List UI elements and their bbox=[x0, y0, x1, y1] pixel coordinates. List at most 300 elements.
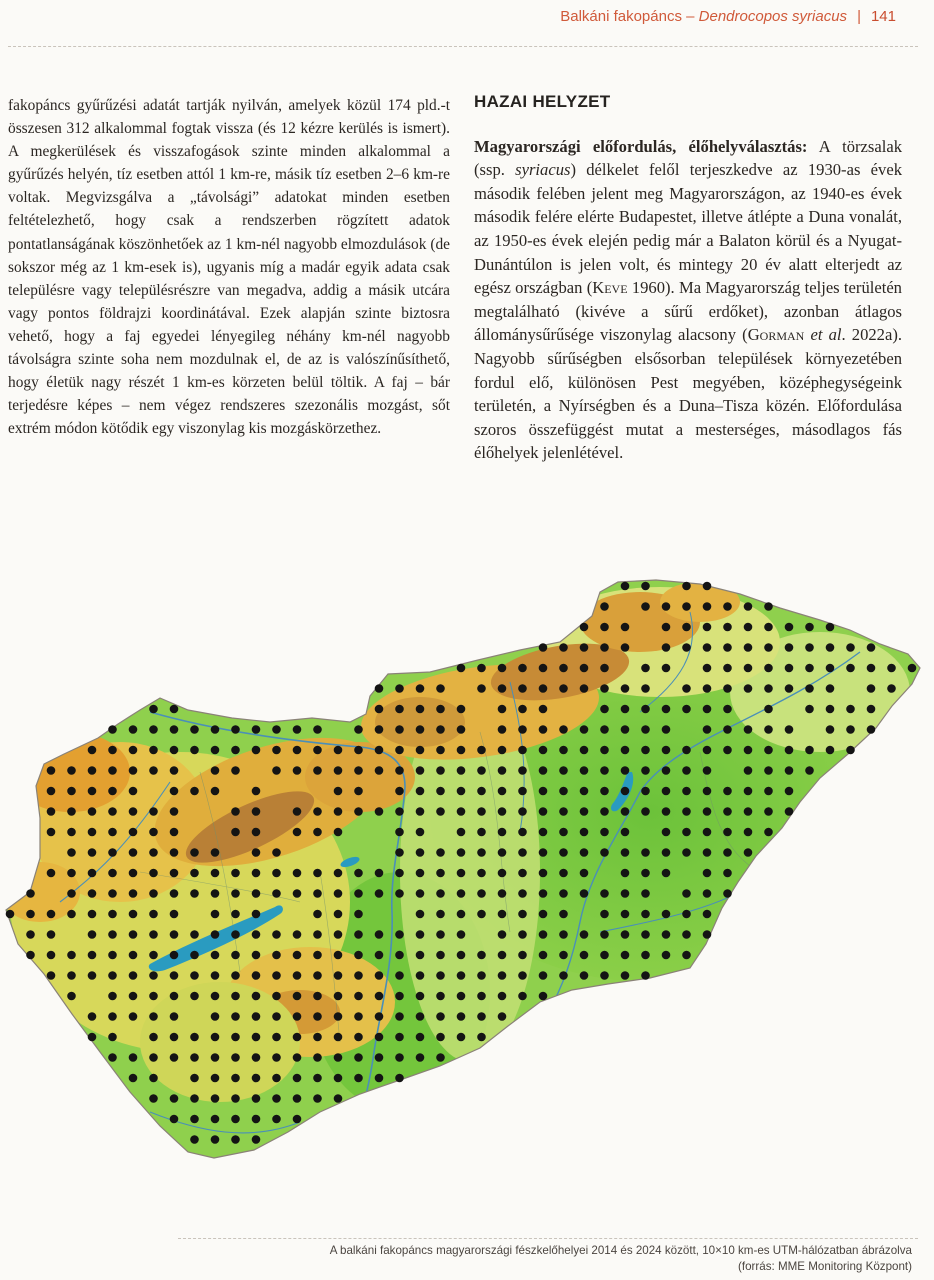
breeding-dot bbox=[600, 889, 609, 898]
breeding-dot bbox=[539, 889, 548, 898]
breeding-dot bbox=[170, 992, 179, 1001]
breeding-dot bbox=[293, 1033, 302, 1042]
breeding-dot bbox=[211, 725, 220, 734]
breeding-dot bbox=[190, 1074, 199, 1083]
breeding-dot bbox=[149, 1053, 158, 1062]
breeding-dot bbox=[436, 930, 445, 939]
breeding-dot bbox=[600, 746, 609, 755]
breeding-dot bbox=[764, 766, 773, 775]
breeding-dot bbox=[170, 1094, 179, 1103]
breeding-dot bbox=[641, 951, 650, 960]
breeding-dot bbox=[231, 1135, 240, 1144]
breeding-dot bbox=[375, 705, 384, 714]
breeding-dot bbox=[641, 746, 650, 755]
breeding-dot bbox=[559, 971, 568, 980]
breeding-dot bbox=[252, 1074, 261, 1083]
breeding-dot bbox=[703, 664, 712, 673]
breeding-dot bbox=[518, 787, 527, 796]
breeding-dot bbox=[477, 684, 486, 693]
breeding-dot bbox=[67, 951, 76, 960]
breeding-dot bbox=[149, 1094, 158, 1103]
breeding-dot bbox=[67, 828, 76, 837]
citation-gorman: Gorman bbox=[747, 325, 805, 345]
breeding-dot bbox=[559, 766, 568, 775]
breeding-dot bbox=[846, 725, 855, 734]
breeding-dot bbox=[211, 1115, 220, 1124]
header-separator: | bbox=[857, 7, 861, 25]
breeding-dot bbox=[723, 848, 732, 857]
breeding-dot bbox=[190, 1053, 199, 1062]
running-header bbox=[560, 6, 896, 26]
breeding-dot bbox=[703, 602, 712, 611]
breeding-dot bbox=[231, 1094, 240, 1103]
breeding-dot bbox=[170, 746, 179, 755]
breeding-dot bbox=[88, 787, 97, 796]
breeding-dot bbox=[231, 1053, 240, 1062]
breeding-dot bbox=[190, 992, 199, 1001]
breeding-dot bbox=[703, 643, 712, 652]
breeding-dot bbox=[580, 889, 589, 898]
breeding-dot bbox=[416, 992, 425, 1001]
breeding-dot bbox=[826, 684, 835, 693]
breeding-dot bbox=[231, 725, 240, 734]
breeding-dot bbox=[252, 1053, 261, 1062]
breeding-dot bbox=[457, 1012, 466, 1021]
breeding-dot bbox=[334, 1053, 343, 1062]
breeding-dot bbox=[211, 848, 220, 857]
breeding-dot bbox=[744, 664, 753, 673]
breeding-dot bbox=[88, 746, 97, 755]
breeding-dot bbox=[190, 971, 199, 980]
breeding-dot bbox=[47, 807, 56, 816]
breeding-dot bbox=[170, 848, 179, 857]
breeding-dot bbox=[457, 930, 466, 939]
breeding-dot bbox=[313, 766, 322, 775]
breeding-dot bbox=[744, 623, 753, 632]
breeding-dot bbox=[211, 1094, 220, 1103]
breeding-dot bbox=[457, 828, 466, 837]
breeding-dot bbox=[559, 664, 568, 673]
breeding-dot bbox=[867, 643, 876, 652]
breeding-dot bbox=[457, 664, 466, 673]
breeding-dot bbox=[395, 1074, 404, 1083]
breeding-dot bbox=[313, 725, 322, 734]
breeding-dot bbox=[436, 910, 445, 919]
breeding-dot bbox=[682, 807, 691, 816]
breeding-dot bbox=[703, 766, 712, 775]
breeding-dot bbox=[375, 1053, 384, 1062]
breeding-dot bbox=[88, 869, 97, 878]
breeding-dot bbox=[703, 889, 712, 898]
breeding-dot bbox=[416, 705, 425, 714]
breeding-dot bbox=[703, 828, 712, 837]
breeding-dot bbox=[662, 910, 671, 919]
breeding-dot bbox=[621, 787, 630, 796]
breeding-dot bbox=[477, 971, 486, 980]
breeding-dot bbox=[334, 869, 343, 878]
text-part-3: 1960). Ma Magyarország teljes területén megtalálható (kivéve a sűrű erdőket), azonban átlagos állománysűrűsége viszonylag alacsony ( bbox=[474, 278, 902, 345]
breeding-dot bbox=[498, 684, 507, 693]
breeding-dot bbox=[682, 910, 691, 919]
breeding-dot bbox=[211, 1053, 220, 1062]
breeding-dot bbox=[580, 930, 589, 939]
breeding-dot bbox=[170, 1012, 179, 1021]
breeding-dot bbox=[498, 766, 507, 775]
breeding-dot bbox=[170, 807, 179, 816]
breeding-dot bbox=[580, 664, 589, 673]
breeding-dot bbox=[272, 1115, 281, 1124]
breeding-dot bbox=[252, 992, 261, 1001]
breeding-dot bbox=[293, 1094, 302, 1103]
breeding-dot bbox=[805, 705, 814, 714]
breeding-dot bbox=[723, 623, 732, 632]
breeding-dot bbox=[149, 1033, 158, 1042]
breeding-dot bbox=[887, 664, 896, 673]
breeding-dot bbox=[580, 787, 589, 796]
breeding-dot bbox=[457, 766, 466, 775]
breeding-dot bbox=[723, 807, 732, 816]
breeding-dot bbox=[436, 971, 445, 980]
breeding-dot bbox=[477, 807, 486, 816]
breeding-dot bbox=[272, 746, 281, 755]
breeding-dot bbox=[600, 684, 609, 693]
breeding-dot bbox=[682, 828, 691, 837]
breeding-dot bbox=[662, 807, 671, 816]
breeding-dot bbox=[313, 971, 322, 980]
breeding-dot bbox=[723, 828, 732, 837]
breeding-dot bbox=[703, 705, 712, 714]
breeding-dot bbox=[170, 766, 179, 775]
breeding-dot bbox=[703, 746, 712, 755]
breeding-dot bbox=[334, 828, 343, 837]
breeding-dot bbox=[47, 971, 56, 980]
breeding-dot bbox=[149, 848, 158, 857]
breeding-dot bbox=[846, 705, 855, 714]
breeding-dot bbox=[539, 992, 548, 1001]
breeding-dot bbox=[498, 1012, 507, 1021]
breeding-dot bbox=[354, 951, 363, 960]
breeding-dot bbox=[477, 951, 486, 960]
breeding-dot bbox=[682, 623, 691, 632]
caption-rule bbox=[178, 1238, 918, 1239]
breeding-dot bbox=[518, 910, 527, 919]
breeding-dot bbox=[313, 807, 322, 816]
breeding-dot bbox=[231, 910, 240, 919]
breeding-dot bbox=[662, 664, 671, 673]
breeding-dot bbox=[703, 623, 712, 632]
breeding-dot bbox=[887, 684, 896, 693]
breeding-dot bbox=[662, 705, 671, 714]
breeding-dot bbox=[272, 766, 281, 775]
breeding-dot bbox=[231, 1012, 240, 1021]
breeding-dot bbox=[764, 725, 773, 734]
breeding-dot bbox=[334, 930, 343, 939]
breeding-dot bbox=[518, 971, 527, 980]
breeding-dot bbox=[805, 684, 814, 693]
breeding-dot bbox=[744, 766, 753, 775]
breeding-dot bbox=[600, 664, 609, 673]
breeding-dot bbox=[416, 1012, 425, 1021]
breeding-dot bbox=[170, 971, 179, 980]
breeding-dot bbox=[662, 848, 671, 857]
breeding-dot bbox=[518, 684, 527, 693]
breeding-dot bbox=[395, 1033, 404, 1042]
breeding-dot bbox=[764, 705, 773, 714]
breeding-dot bbox=[867, 705, 876, 714]
breeding-dot bbox=[641, 910, 650, 919]
breeding-dot bbox=[436, 807, 445, 816]
breeding-dot bbox=[600, 807, 609, 816]
breeding-dot bbox=[149, 746, 158, 755]
breeding-dot bbox=[436, 746, 445, 755]
breeding-dot bbox=[498, 951, 507, 960]
breeding-dot bbox=[498, 725, 507, 734]
breeding-dot bbox=[436, 1033, 445, 1042]
breeding-dot bbox=[580, 807, 589, 816]
breeding-dot bbox=[272, 951, 281, 960]
breeding-dot bbox=[457, 725, 466, 734]
breeding-dot bbox=[190, 930, 199, 939]
breeding-dot bbox=[416, 951, 425, 960]
breeding-dot bbox=[252, 1115, 261, 1124]
breeding-dot bbox=[375, 766, 384, 775]
breeding-dot bbox=[723, 705, 732, 714]
breeding-dot bbox=[580, 746, 589, 755]
left-paragraph: fakopáncs gyűrűzési adatát tartják nyilván, amelyek közül 174 pld.-t összesen 312 alkalommal fogtak vissza (és 12 kézre kerülés is ismert). A megkerülések és visszafogások szinte minden alkalommal a gyűrűzés helyén, tíz esetben attól 1 km-re, másik tíz esetben 2–6 km-re voltak. Megvizsgálva a „távolsági” adatokat minden esetben feltételezhető, hogy csak a rendszerben rögzített adatok pontatlanságának köszönhetőek az 1 km-nél nagyobb elmozdulások (de sokszor még az 1 km-esek is), ugyanis míg a madár egyik adata csak településre vagy településrészre van megadva, addig a másik utcára vagy pontos földrajzi koordinátával. Ezek alapján szinte biztosra vehető, hogy a faj egyedei lényegileg néhány km-nél nagyobb távolságra szinte soha nem mozdulnak el, de az is valószínűsíthető, hogy életük nagy részét 1 km-es körzeten belül töltik. A faj – bár terjedésre képes – nem végez rendszeres szezonális mozgást, sőt extrém módon kötődik egy viszonylag kis mozgáskörzethez. bbox=[8, 97, 450, 438]
breeding-dot bbox=[498, 971, 507, 980]
breeding-dot bbox=[498, 807, 507, 816]
breeding-dot bbox=[621, 582, 630, 591]
breeding-dot bbox=[580, 951, 589, 960]
breeding-dot bbox=[600, 602, 609, 611]
breeding-dot bbox=[662, 930, 671, 939]
breeding-dot bbox=[252, 1012, 261, 1021]
breeding-dot bbox=[129, 746, 138, 755]
breeding-dot bbox=[436, 705, 445, 714]
breeding-dot bbox=[559, 787, 568, 796]
breeding-dot bbox=[539, 705, 548, 714]
breeding-dot bbox=[744, 787, 753, 796]
breeding-dot bbox=[108, 848, 117, 857]
breeding-dot bbox=[313, 951, 322, 960]
breeding-dot bbox=[703, 848, 712, 857]
breeding-dot bbox=[88, 766, 97, 775]
breeding-dot bbox=[600, 828, 609, 837]
breeding-dot bbox=[785, 746, 794, 755]
breeding-dot bbox=[723, 602, 732, 611]
breeding-dot bbox=[129, 848, 138, 857]
breeding-dot bbox=[108, 869, 117, 878]
breeding-dot bbox=[67, 787, 76, 796]
breeding-dot bbox=[518, 869, 527, 878]
breeding-dot bbox=[354, 992, 363, 1001]
breeding-dot bbox=[252, 828, 261, 837]
breeding-dot bbox=[170, 889, 179, 898]
breeding-dot bbox=[846, 643, 855, 652]
breeding-dot bbox=[313, 889, 322, 898]
breeding-dot bbox=[47, 787, 56, 796]
breeding-dot bbox=[293, 725, 302, 734]
breeding-dot bbox=[190, 725, 199, 734]
breeding-dot bbox=[129, 828, 138, 837]
breeding-dot bbox=[375, 1012, 384, 1021]
breeding-dot bbox=[231, 869, 240, 878]
breeding-dot bbox=[334, 1012, 343, 1021]
breeding-dot bbox=[457, 787, 466, 796]
breeding-dot bbox=[436, 848, 445, 857]
breeding-dot bbox=[436, 787, 445, 796]
breeding-dot bbox=[108, 910, 117, 919]
section-title: HAZAI HELYZET bbox=[474, 92, 611, 111]
text-part-2: ) délkelet felől terjeszkedve az 1930-as évek második felében jelent meg Magyarországon, az 1940-es évek második felére elérte Budapestet, illetve átlépte a Duna vonalát, az 1950-es évek elején pedig már a Balaton körül és a Nyugat-Dunántúlon is jelen volt, és mintegy 20 év alatt elterjedt az egész országban ( bbox=[474, 160, 902, 298]
breeding-dot bbox=[334, 1094, 343, 1103]
breeding-dot bbox=[518, 725, 527, 734]
breeding-dot bbox=[108, 930, 117, 939]
breeding-dot bbox=[436, 1012, 445, 1021]
breeding-dot bbox=[67, 992, 76, 1001]
breeding-dot bbox=[67, 971, 76, 980]
breeding-dot bbox=[600, 848, 609, 857]
breeding-dot bbox=[170, 869, 179, 878]
breeding-dot bbox=[744, 684, 753, 693]
breeding-dot bbox=[231, 889, 240, 898]
breeding-dot bbox=[108, 828, 117, 837]
breeding-dot bbox=[252, 725, 261, 734]
breeding-dot bbox=[477, 1033, 486, 1042]
breeding-dot bbox=[129, 910, 138, 919]
running-title-latin: Dendrocopos syriacus bbox=[698, 7, 848, 25]
breeding-dot bbox=[293, 1074, 302, 1083]
breeding-dot bbox=[682, 684, 691, 693]
breeding-dot bbox=[354, 889, 363, 898]
breeding-dot bbox=[129, 930, 138, 939]
breeding-dot bbox=[518, 951, 527, 960]
breeding-dot bbox=[559, 889, 568, 898]
breeding-dot bbox=[252, 1135, 261, 1144]
breeding-dot bbox=[477, 889, 486, 898]
breeding-dot bbox=[293, 951, 302, 960]
breeding-dot bbox=[477, 746, 486, 755]
breeding-dot bbox=[457, 992, 466, 1001]
breeding-dot bbox=[744, 746, 753, 755]
breeding-dot bbox=[457, 807, 466, 816]
breeding-dot bbox=[600, 951, 609, 960]
breeding-dot bbox=[149, 910, 158, 919]
breeding-dot bbox=[826, 643, 835, 652]
breeding-dot bbox=[621, 930, 630, 939]
breeding-dot bbox=[6, 910, 15, 919]
breeding-dot bbox=[108, 1033, 117, 1042]
breeding-dot bbox=[621, 623, 630, 632]
breeding-dot bbox=[211, 1033, 220, 1042]
breeding-dot bbox=[170, 828, 179, 837]
breeding-dot bbox=[272, 1074, 281, 1083]
breeding-dot bbox=[436, 992, 445, 1001]
breeding-dot bbox=[498, 705, 507, 714]
breeding-dot bbox=[744, 643, 753, 652]
breeding-dot bbox=[231, 1115, 240, 1124]
breeding-dot bbox=[457, 889, 466, 898]
breeding-dot bbox=[354, 746, 363, 755]
breeding-dot bbox=[539, 848, 548, 857]
breeding-dot bbox=[600, 623, 609, 632]
breeding-dot bbox=[416, 746, 425, 755]
breeding-dot bbox=[129, 869, 138, 878]
breeding-dot bbox=[457, 951, 466, 960]
breeding-dot bbox=[621, 725, 630, 734]
breeding-dot bbox=[252, 807, 261, 816]
breeding-dot bbox=[252, 1033, 261, 1042]
breeding-dot bbox=[293, 1012, 302, 1021]
breeding-dot bbox=[518, 889, 527, 898]
breeding-dot bbox=[723, 869, 732, 878]
breeding-dot bbox=[723, 787, 732, 796]
left-column bbox=[8, 94, 450, 440]
breeding-dot bbox=[108, 992, 117, 1001]
breeding-dot bbox=[559, 930, 568, 939]
breeding-dot bbox=[149, 1074, 158, 1083]
breeding-dot bbox=[600, 787, 609, 796]
breeding-dot bbox=[129, 725, 138, 734]
breeding-dot bbox=[354, 1074, 363, 1083]
breeding-dot bbox=[170, 1115, 179, 1124]
breeding-dot bbox=[908, 664, 917, 673]
breeding-dot bbox=[129, 807, 138, 816]
breeding-dot bbox=[190, 889, 199, 898]
breeding-dot bbox=[785, 787, 794, 796]
caption-line-2: (forrás: MME Monitoring Központ) bbox=[738, 1260, 912, 1273]
breeding-dot bbox=[498, 889, 507, 898]
breeding-dot bbox=[662, 787, 671, 796]
breeding-dot bbox=[764, 664, 773, 673]
breeding-dot bbox=[621, 848, 630, 857]
breeding-dot bbox=[313, 828, 322, 837]
breeding-dot bbox=[600, 643, 609, 652]
breeding-dot bbox=[354, 766, 363, 775]
breeding-dot bbox=[108, 1012, 117, 1021]
breeding-dot bbox=[682, 930, 691, 939]
breeding-dot bbox=[600, 705, 609, 714]
breeding-dot bbox=[272, 848, 281, 857]
breeding-dot bbox=[149, 951, 158, 960]
page-number: 141 bbox=[870, 7, 896, 25]
breeding-dot bbox=[580, 643, 589, 652]
breeding-dot bbox=[170, 725, 179, 734]
breeding-dot bbox=[231, 746, 240, 755]
breeding-dot bbox=[580, 971, 589, 980]
breeding-dot bbox=[641, 766, 650, 775]
breeding-dot bbox=[334, 951, 343, 960]
breeding-dot bbox=[723, 889, 732, 898]
breeding-dot bbox=[252, 1094, 261, 1103]
breeding-dot bbox=[190, 1094, 199, 1103]
breeding-dot bbox=[539, 766, 548, 775]
breeding-dot bbox=[518, 705, 527, 714]
right-paragraph bbox=[474, 135, 902, 465]
breeding-dot bbox=[600, 725, 609, 734]
breeding-dot bbox=[580, 869, 589, 878]
breeding-dot bbox=[108, 766, 117, 775]
breeding-dot bbox=[26, 889, 35, 898]
breeding-dot bbox=[764, 643, 773, 652]
breeding-dot bbox=[129, 787, 138, 796]
breeding-dot bbox=[580, 725, 589, 734]
breeding-dot bbox=[518, 930, 527, 939]
breeding-dot bbox=[416, 1053, 425, 1062]
breeding-dot bbox=[846, 746, 855, 755]
breeding-dot bbox=[170, 787, 179, 796]
breeding-dot bbox=[416, 910, 425, 919]
